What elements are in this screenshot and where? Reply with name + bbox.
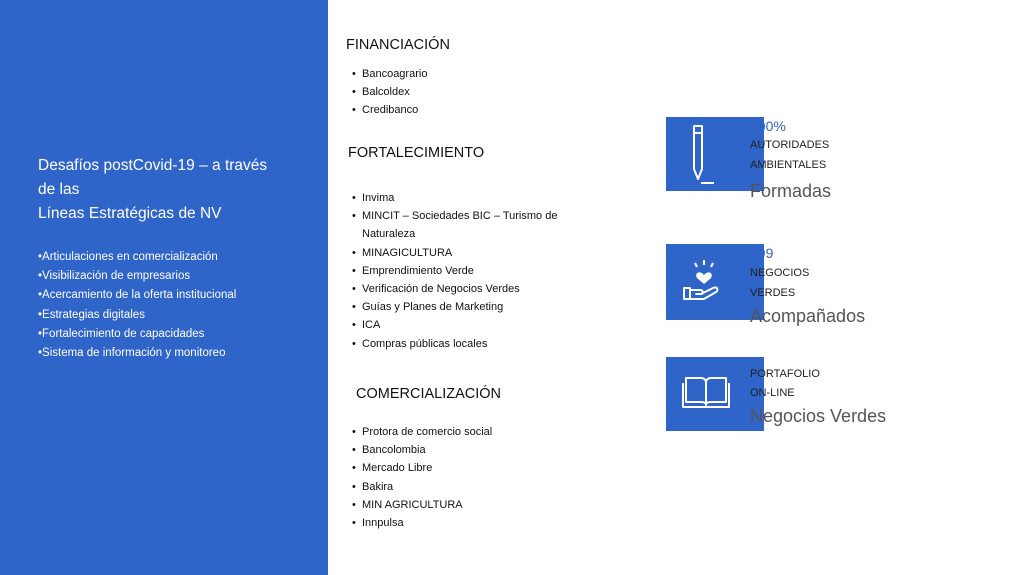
list-item: • Emprendimiento Verde (352, 262, 557, 280)
stat-label-line: AUTORIDADES (750, 139, 830, 151)
challenges-list (38, 248, 236, 363)
list-item: •Articulaciones en comercialización (38, 251, 218, 263)
comercializacion-heading: COMERCIALIZACIÓN (356, 386, 502, 402)
stat-label-line: AMBIENTALES (750, 159, 827, 171)
list-item: • ICA (352, 316, 557, 334)
list-item: •Estrategias digitales (38, 308, 145, 321)
financiacion-list (352, 65, 427, 120)
panel-title-line: de las (38, 181, 80, 198)
list-item: • Invima (352, 189, 557, 207)
fortalecimiento-list (352, 189, 557, 353)
panel-title-line: Desafíos postCovid-19 – a través (38, 157, 268, 174)
comercializacion-list (352, 423, 492, 532)
stat-label-line: NEGOCIOS (750, 267, 810, 279)
stat-caption: Formadas (750, 181, 832, 201)
list-item: • Verificación de Negocios Verdes (352, 280, 557, 298)
stat-value: 799 (750, 245, 774, 261)
stat-value: 100% (750, 118, 786, 134)
panel-title (38, 154, 308, 226)
list-item: • Mercado Libre (352, 459, 492, 477)
list-item: • Bakira (352, 478, 492, 496)
list-item: • MINAGICULTURA (352, 244, 557, 262)
list-item: •Sistema de información y monitoreo (38, 347, 226, 360)
list-item: •Acercamiento de la oferta institucional (38, 289, 237, 302)
stat-label-line: VERDES (750, 287, 796, 299)
left-panel (0, 0, 328, 575)
list-item-line: • MINCIT – Sociedades BIC – Turismo de (362, 210, 558, 223)
financiacion-heading: FINANCIACIÓN (346, 37, 450, 53)
list-item: • Balcoldex (352, 83, 427, 101)
stat-label-line: ON-LINE (750, 387, 795, 399)
list-item: • Innpulsa (352, 514, 492, 532)
list-item: •Visibilización de empresarios (38, 270, 191, 283)
list-item: • Bancolombia (352, 441, 492, 459)
stat-caption: Negocios Verdes (750, 406, 887, 426)
list-item: • Credibanco (352, 101, 427, 119)
list-item: • Protora de comercio social (352, 423, 492, 441)
fortalecimiento-heading: FORTALECIMIENTO (348, 145, 485, 161)
list-item: • Compras públicas locales (352, 335, 557, 353)
stat-label-line: PORTAFOLIO (750, 368, 820, 380)
list-item: • MIN AGRICULTURA (352, 496, 492, 514)
list-item: • Guías y Planes de Marketing (352, 298, 557, 316)
stat-caption: Acompañados (750, 306, 866, 326)
list-item-line: Naturaleza (362, 228, 416, 241)
list-item (352, 207, 557, 243)
list-item: •Fortalecimiento de capacidades (38, 327, 205, 340)
panel-title-line: Líneas Estratégicas de NV (38, 205, 222, 222)
list-item: • Bancoagrario (352, 65, 427, 83)
